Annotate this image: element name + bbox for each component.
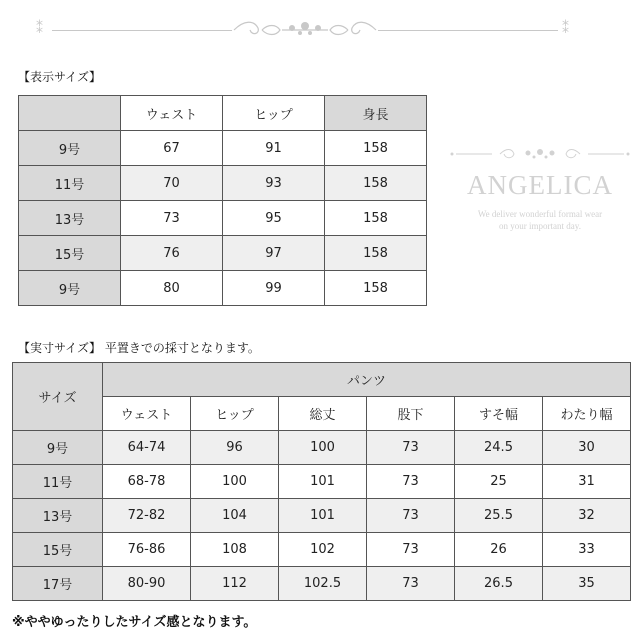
table-cell: 104 <box>191 499 279 533</box>
table-cell: 96 <box>191 431 279 465</box>
table-cell: 73 <box>121 201 223 236</box>
size-label: 11号 <box>19 166 121 201</box>
table-cell: 68-78 <box>103 465 191 499</box>
size-label: 13号 <box>19 201 121 236</box>
table-header-row <box>19 96 427 131</box>
table-row <box>19 271 427 306</box>
column-header <box>19 96 121 131</box>
table-cell: 73 <box>367 465 455 499</box>
table-cell: 97 <box>223 236 325 271</box>
column-header: 股下 <box>367 397 455 431</box>
actual-size-caption: 【実寸サイズ】 平置きでの採寸となります。 <box>18 341 260 355</box>
table-cell: 101 <box>279 465 367 499</box>
table-row <box>13 465 631 499</box>
table-cell: 102.5 <box>279 567 367 601</box>
table-cell: 76-86 <box>103 533 191 567</box>
table-cell: 95 <box>223 201 325 236</box>
table-cell: 73 <box>367 567 455 601</box>
ornament-line-left <box>52 30 232 31</box>
brand-tagline: We deliver wonderful formal wear <box>477 209 603 219</box>
table-row <box>19 236 427 271</box>
table-cell: 72-82 <box>103 499 191 533</box>
table-cell: 100 <box>279 431 367 465</box>
table-cell: 158 <box>325 166 427 201</box>
table-cell: 76 <box>121 236 223 271</box>
table-cell: 93 <box>223 166 325 201</box>
table-cell: 31 <box>543 465 631 499</box>
table-cell: 102 <box>279 533 367 567</box>
table-row <box>19 201 427 236</box>
table-cell: 25 <box>455 465 543 499</box>
table-cell: 25.5 <box>455 499 543 533</box>
table-row <box>13 533 631 567</box>
column-header: すそ幅 <box>455 397 543 431</box>
table-cell: 35 <box>543 567 631 601</box>
actual-size-table <box>12 362 631 601</box>
table-cell: 100 <box>191 465 279 499</box>
table-cell: 32 <box>543 499 631 533</box>
ornament-dot-right-icon: ⁑ <box>562 21 569 37</box>
table-cell: 70 <box>121 166 223 201</box>
table-cell: 108 <box>191 533 279 567</box>
column-header: ウェスト <box>103 397 191 431</box>
table-header-row <box>13 363 631 397</box>
column-header: わたり幅 <box>543 397 631 431</box>
column-header: ヒップ <box>191 397 279 431</box>
table-cell: 73 <box>367 533 455 567</box>
brand-tagline: on your important day. <box>499 221 581 231</box>
table-cell: 158 <box>325 201 427 236</box>
table-cell: 26 <box>455 533 543 567</box>
size-label: 9号 <box>19 131 121 166</box>
size-label: 15号 <box>19 236 121 271</box>
table-row <box>13 431 631 465</box>
column-header: 総丈 <box>279 397 367 431</box>
table-row <box>13 567 631 601</box>
brand-logo <box>450 146 630 246</box>
table-cell: 26.5 <box>455 567 543 601</box>
size-label: 9号 <box>13 431 103 465</box>
display-size-caption: 【表示サイズ】 <box>18 70 102 84</box>
flourish-icon <box>230 18 380 42</box>
logo-flourish-icon <box>450 146 630 162</box>
table-cell: 112 <box>191 567 279 601</box>
table-row <box>19 131 427 166</box>
brand-name: ANGELICA <box>467 170 613 200</box>
table-cell: 33 <box>543 533 631 567</box>
table-cell: 80 <box>121 271 223 306</box>
table-cell: 99 <box>223 271 325 306</box>
top-ornament <box>0 18 640 42</box>
size-label: 15号 <box>13 533 103 567</box>
table-cell: 158 <box>325 131 427 166</box>
size-label: 9号 <box>19 271 121 306</box>
table-row <box>19 166 427 201</box>
table-cell: 158 <box>325 236 427 271</box>
column-header: ヒップ <box>223 96 325 131</box>
table-cell: 80-90 <box>103 567 191 601</box>
pants-group-header: パンツ <box>103 363 631 397</box>
table-cell: 158 <box>325 271 427 306</box>
table-cell: 24.5 <box>455 431 543 465</box>
table-row <box>13 499 631 533</box>
display-size-table <box>18 95 427 306</box>
table-header-row <box>13 397 631 431</box>
table-cell: 73 <box>367 499 455 533</box>
table-cell: 64-74 <box>103 431 191 465</box>
size-label: 13号 <box>13 499 103 533</box>
table-cell: 67 <box>121 131 223 166</box>
size-note: ※ややゆったりしたサイズ感となります。 <box>12 615 257 630</box>
ornament-dot-left-icon: ⁑ <box>36 21 43 37</box>
size-column-header: サイズ <box>13 363 103 431</box>
table-cell: 73 <box>367 431 455 465</box>
table-cell: 91 <box>223 131 325 166</box>
size-label: 11号 <box>13 465 103 499</box>
table-cell: 30 <box>543 431 631 465</box>
size-label: 17号 <box>13 567 103 601</box>
ornament-line-right <box>378 30 558 31</box>
column-header: 身長 <box>325 96 427 131</box>
column-header: ウェスト <box>121 96 223 131</box>
table-cell: 101 <box>279 499 367 533</box>
